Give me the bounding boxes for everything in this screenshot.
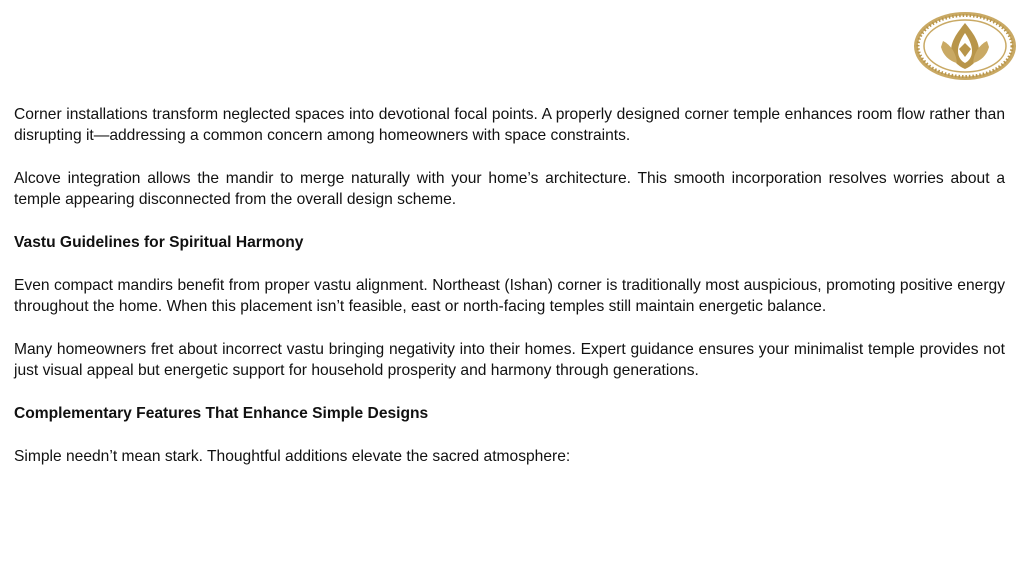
heading-complementary-features: Complementary Features That Enhance Simple Designs	[14, 405, 429, 422]
paragraph-simple-designs: Simple needn’t mean stark. Thoughtful additions elevate the sacred atmosphere:	[14, 448, 571, 465]
paragraph-vastu-alignment: Even compact mandirs benefit from proper vastu alignment. Northeast (Ishan) corner is traditionally most auspicious, promoting positive energy throughout the home. When this placement isn’t feasible, east or north-facing temples still maintain energetic balance.	[14, 277, 1005, 315]
document-body	[14, 104, 1005, 467]
heading-vastu-guidelines: Vastu Guidelines for Spiritual Harmony	[14, 234, 304, 251]
paragraph-alcove-integration: Alcove integration allows the mandir to merge naturally with your home’s architecture. This smooth incorporation resolves worries about a temple appearing disconnected from the overall design scheme.	[14, 170, 1005, 208]
paragraph-vastu-guidance: Many homeowners fret about incorrect vastu bringing negativity into their homes. Expert guidance ensures your minimalist temple provides not just visual appeal but energetic support for household prosperity and harmony through generations.	[14, 341, 1005, 379]
paragraph-corner-installations: Corner installations transform neglected spaces into devotional focal points. A properly designed corner temple enhances room flow rather than disrupting it—addressing a common concern among homeowners with space constraints.	[14, 106, 1005, 144]
temple-emblem-logo	[913, 11, 1017, 81]
